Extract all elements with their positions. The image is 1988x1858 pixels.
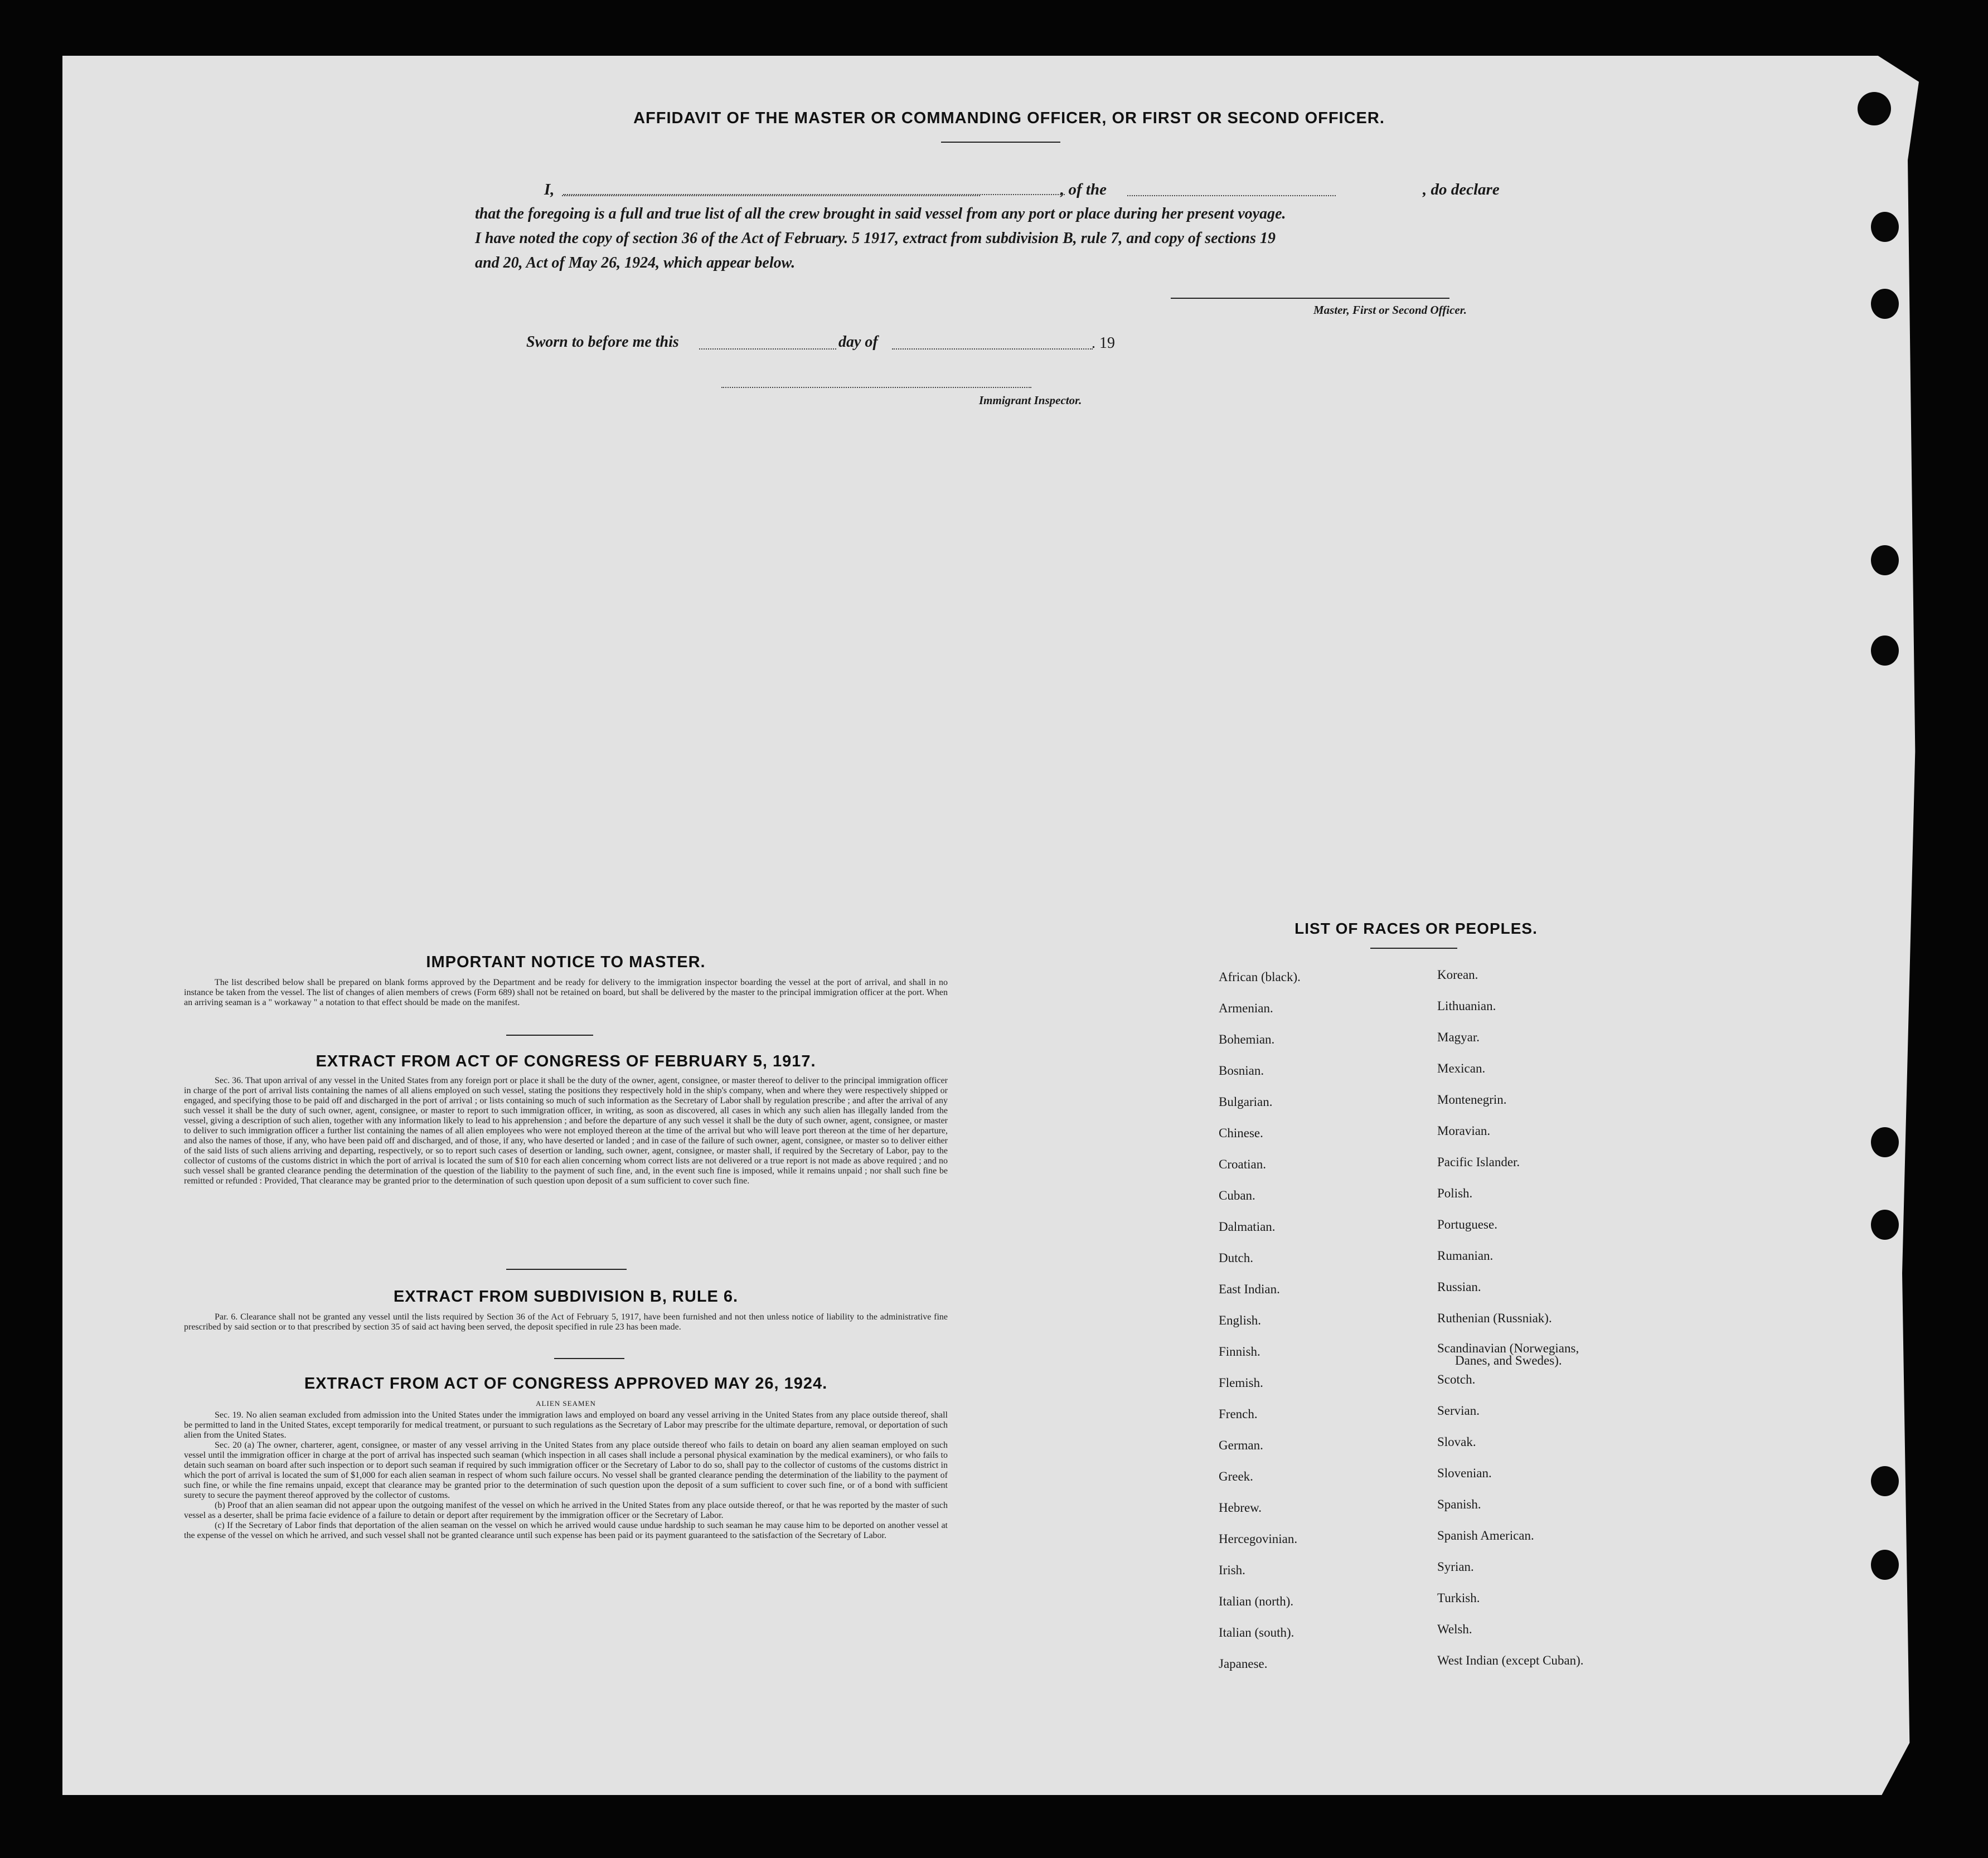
race-item: Turkish. <box>1437 1591 1480 1605</box>
par-6-label: Par. 6. <box>215 1312 238 1322</box>
extract-1924-text <box>184 1410 948 1541</box>
race-item: Finnish. <box>1219 1345 1260 1359</box>
name-blank[interactable] <box>562 195 980 196</box>
sworn-month-blank[interactable] <box>892 348 1093 350</box>
punch-hole <box>1858 92 1891 125</box>
race-item: Slovak. <box>1437 1435 1476 1449</box>
race-item: Bulgarian. <box>1219 1095 1273 1109</box>
race-item: Italian (north). <box>1219 1594 1294 1608</box>
sec-20a-text: Sec. 20 (a) The owner, charterer, agent, consignee, or master of any vessel arriving in the United States from any place outside thereof who fails to detain on board any alien seaman employed on such vessel until the immigration officer in charge at the port of arrival has inspected such seaman (which inspection in all cases shall include a personal physical examination by the medical examiners), or who fails to detain such seaman on board after such inspection or to deport such seaman if required by such immigration officer or the Secretary of Labor to do so, shall pay to the collector of customs of the customs district in which the port of arrival is located the sum of $1,000 for each alien seaman in respect of whom such failure occurs. No vessel shall be granted clearance pending the determination of the liability to the payment of such fine, or while the fine remains unpaid, except that clearance may be granted prior to the determination of such question upon the deposit of a sum sufficient to cover such fine, or of a bond with sufficient surety to secure the payment thereof approved by the collector of customs. <box>184 1440 948 1500</box>
race-item: Bohemian. <box>1219 1032 1275 1046</box>
declaration-text <box>475 177 1517 275</box>
notice-title: IMPORTANT NOTICE TO MASTER. <box>426 953 706 971</box>
race-item: Cuban. <box>1219 1188 1255 1202</box>
affidavit-title: AFFIDAVIT OF THE MASTER OR COMMANDING OFFICER, OR FIRST OR SECOND OFFICER. <box>633 109 1385 127</box>
race-item: Pacific Islander. <box>1437 1155 1520 1169</box>
races-title-underline <box>1370 948 1457 949</box>
title-underline <box>941 142 1060 143</box>
race-item: Bosnian. <box>1219 1064 1264 1078</box>
race-item: Rumanian. <box>1437 1249 1494 1263</box>
race-item: Chinese. <box>1219 1126 1263 1140</box>
punch-hole <box>1871 212 1899 242</box>
punch-hole <box>1871 635 1899 666</box>
race-item: West Indian (except Cuban). <box>1437 1653 1584 1667</box>
race-item: German. <box>1219 1438 1263 1452</box>
race-item: Irish. <box>1219 1563 1245 1577</box>
sworn-prefix: Sworn to before me this <box>526 333 679 351</box>
race-item: Russian. <box>1437 1280 1481 1294</box>
races-title: LIST OF RACES OR PEOPLES. <box>1294 920 1538 937</box>
race-item: English. <box>1219 1313 1262 1327</box>
extract-1917-divider <box>506 1269 627 1270</box>
race-item: Dutch. <box>1219 1251 1253 1265</box>
sworn-day: day of <box>838 333 878 351</box>
race-item: Syrian. <box>1437 1560 1474 1574</box>
race-item: Scotch. <box>1437 1372 1476 1386</box>
race-item: Dalmatian. <box>1219 1220 1276 1234</box>
sworn-year: . 19 <box>1092 334 1115 352</box>
vessel-blank[interactable] <box>1127 195 1336 196</box>
declaration-line-3: I have noted the copy of section 36 of the Act of February. 5 1917, extract from subdivision B, rule 7, and copy of sections 19 <box>475 230 1276 247</box>
race-item: Montenegrin. <box>1437 1093 1507 1107</box>
race-item: Lithuanian. <box>1437 999 1496 1013</box>
punch-hole <box>1871 1466 1899 1496</box>
punch-hole <box>1871 289 1899 319</box>
race-item: Hebrew. <box>1219 1501 1262 1515</box>
race-item: Armenian. <box>1219 1001 1273 1015</box>
race-item: French. <box>1219 1407 1258 1421</box>
subdivision-divider <box>554 1358 624 1359</box>
sec-36-label: Sec. 36. <box>215 1076 244 1085</box>
punch-hole <box>1871 545 1899 575</box>
race-item: Scandinavian (Norwegians, <box>1437 1341 1579 1355</box>
inspector-signature-line[interactable] <box>721 387 1031 388</box>
race-item: Spanish. <box>1437 1497 1481 1511</box>
master-signature-line[interactable] <box>1171 298 1449 299</box>
race-item: Spanish American. <box>1437 1529 1534 1542</box>
race-item: Moravian. <box>1437 1124 1491 1138</box>
subdivision-text <box>184 1312 948 1332</box>
race-item: Hercegovinian. <box>1219 1532 1298 1546</box>
declaration-i: I, <box>544 181 555 198</box>
declaration-line-4: and 20, Act of May 26, 1924, which appear below. <box>475 254 796 271</box>
sec-36-text: That upon arrival of any vessel in the United States from any foreign port or place it shall be the duty of the owner, agent, consignee, or master thereof to deliver to the principal immigration officer in charge of the port of arrival lists containing the names of all aliens employed on such vessel, stating the positions they respectively hold in the ship's company, when and where they were respectively shipped or engaged, and specifying those to be paid off and discharged in the port of arrival ; or lists containing so much of such information as the Secretary of Labor shall by regulation prescribe ; and after the arrival of any such vessel it shall be the duty of such owner, agent, consignee, or master to report to such immigration officer, in writing, as soon as discovered, all cases in which any such alien has illegally landed from the vessel, giving a description of such alien, together with any information likely to lead to his apprehension ; and before the departure of any such vessel it shall be the duty of such owner, agent, consignee, or master to deliver to such immigration officer a further list containing the names of all alien employees who were not employed thereon at the time of the arrival but who will leave port thereon at the time of her departure, and also the names of those, if any, who have been paid off and discharged, and of those, if any, who have deserted or landed ; and in case of the failure of such owner, agent, consignee, or master so to deliver either of the said lists of such aliens arriving and departing, respectively, or so to report such cases of desertion or landing, such owner, agent, consignee, or master shall, if required by the Secretary of Labor, pay to the collector of customs of the customs district in which the port of arrival is located the sum of $10 for each alien concerning whom correct lists are not delivered or a true report is not made as above required ; and no such vessel shall be granted clearance pending the determination of the question of the liability to the payment of such fine, and, in the event such fine is imposed, while it remains unpaid ; nor shall such fine be remitted or refunded : Provided, That clearance may be granted prior to the determination of such question upon deposit of a sum sufficient to cover such fine. <box>184 1076 948 1186</box>
race-item: Servian. <box>1437 1404 1480 1418</box>
race-item: Ruthenian (Russniak). <box>1437 1311 1552 1325</box>
race-item: African (black). <box>1219 970 1301 984</box>
race-item: Greek. <box>1219 1469 1253 1483</box>
sec-20c-text: (c) If the Secretary of Labor finds that deportation of the alien seaman on the vessel on which he arrived would cause undue hardship to such seaman he may cause him to be deported on another vessel at the expense of the vessel on which he arrived, and such vessel shall not be granted clearance until such expense has been paid or its payment guaranteed to the satisfaction of the Secretary of Labor. <box>184 1521 948 1540</box>
race-item: Welsh. <box>1437 1622 1472 1636</box>
race-item: Japanese. <box>1219 1657 1268 1671</box>
race-item: Slovenian. <box>1437 1466 1492 1480</box>
race-item: Portuguese. <box>1437 1217 1497 1231</box>
race-item: Italian (south). <box>1219 1626 1294 1639</box>
race-item: Flemish. <box>1219 1376 1263 1390</box>
master-signature-label: Master, First or Second Officer. <box>1313 303 1467 317</box>
declaration-declare: , do declare <box>1423 181 1500 198</box>
race-item: Polish. <box>1437 1186 1473 1200</box>
race-item: East Indian. <box>1219 1282 1280 1296</box>
sec-19-text: Sec. 19. No alien seaman excluded from admission into the United States under the immigration laws and employed on board any vessel arriving in the United States from any place outside thereof, shall be permitted to land in the United States, except temporarily for medical treatment, or pursuant to such regulations as the Secretary of Labor may prescribe for the ultimate departure, removal, or deportation of such alien from the United States. <box>184 1410 948 1440</box>
name-blank-line <box>563 194 1065 195</box>
punch-hole <box>1871 1550 1899 1580</box>
race-item: Magyar. <box>1437 1030 1480 1044</box>
inspector-label: Immigrant Inspector. <box>979 394 1082 407</box>
punch-hole <box>1871 1210 1899 1240</box>
extract-1924-subtitle: ALIEN SEAMEN <box>536 1399 596 1408</box>
race-item: Danes, and Swedes). <box>1455 1354 1562 1367</box>
notice-text: The list described below shall be prepared on blank forms approved by the Department and be ready for delivery to the immigration inspector boarding the vessel at the port of arrival, and shall in no instance be taken from the vessel. The list of changes of alien members of crews (Form 689) shall not be retained on board, but shall be delivered by the master to the principal immigration officer at the port. When an arriving seaman is a " workaway " a notation to that effect should be made on the manifest. <box>184 978 948 1007</box>
sworn-day-blank[interactable] <box>699 348 836 350</box>
race-item: Korean. <box>1437 968 1478 982</box>
notice-divider <box>506 1035 593 1036</box>
race-item: Mexican. <box>1437 1061 1486 1075</box>
declaration-of: , of the <box>1060 181 1107 198</box>
declaration-line-1 <box>475 177 1517 202</box>
extract-1917-title: EXTRACT FROM ACT OF CONGRESS OF FEBRUARY 5, 1917. <box>316 1052 816 1070</box>
extract-1917-text <box>184 1076 948 1186</box>
punch-hole <box>1871 1127 1899 1157</box>
declaration-line-2: that the foregoing is a full and true list of all the crew brought in said vessel from any port or place during her present voyage. <box>475 205 1286 222</box>
par-6-text: Clearance shall not be granted any vessel until the lists required by Section 36 of the Act of February 5, 1917, have been furnished and not then unless notice of liability to the administrative fine prescribed by said section or to that prescribed by section 35 of said act having been served, the deposit specified in rule 23 has been made. <box>184 1312 948 1332</box>
race-item: Croatian. <box>1219 1157 1266 1171</box>
subdivision-title: EXTRACT FROM SUBDIVISION B, RULE 6. <box>393 1288 739 1306</box>
sec-20b-text: (b) Proof that an alien seaman did not appear upon the outgoing manifest of the vessel on which he arrived in the United States from any place outside thereof, or that he was reported by the master of such vessel as a deserter, shall be prima facie evidence of a failure to detain or deport after requirement by the immigration officer or the Secretary of Labor. <box>184 1501 948 1520</box>
extract-1924-title: EXTRACT FROM ACT OF CONGRESS APPROVED MAY 26, 1924. <box>304 1375 828 1393</box>
